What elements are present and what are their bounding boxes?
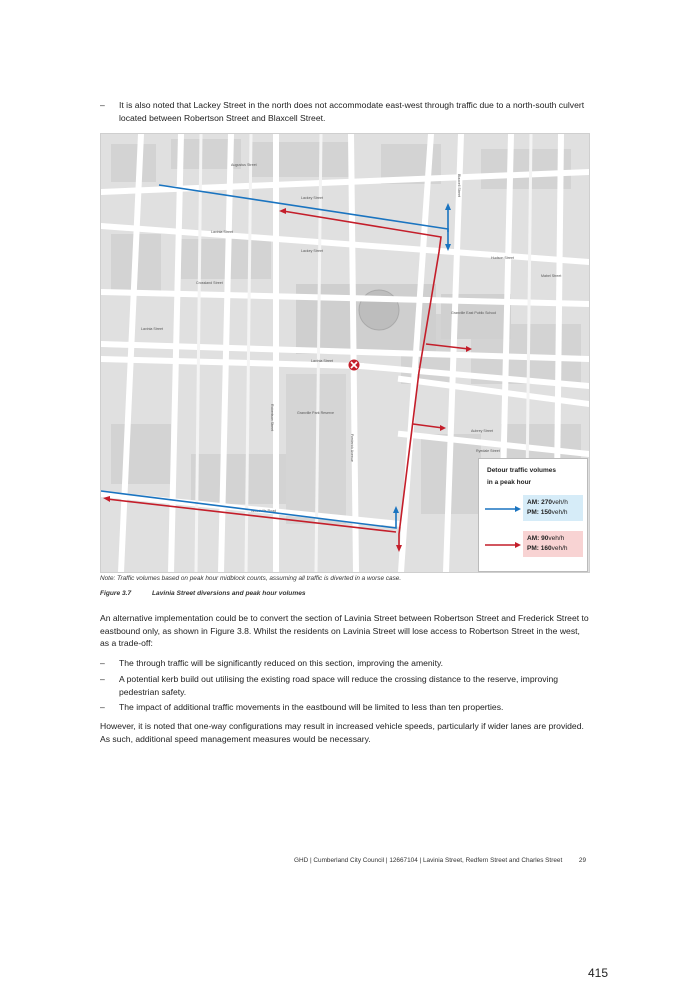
street-label: Mabel Street — [541, 274, 562, 278]
road-closure-icon — [349, 360, 360, 371]
footer-page: 29 — [578, 857, 586, 864]
street-label: Granville East Public School — [451, 311, 497, 315]
street-label: Lackey Street — [301, 196, 323, 200]
bullet-text: It is also noted that Lackey Street in the north does not accommodate east-west through traffic due to a north-south culvert located between Robertson Street and Blaxcell Street. — [119, 100, 585, 123]
legend-subtitle: in a peak hour — [487, 479, 532, 486]
street-label: Lavinia Street — [211, 230, 233, 234]
street-label: Aubrey Street — [471, 429, 493, 433]
street-label: Granville Park Reserve — [297, 411, 334, 415]
street-label: Blaxcell Street — [457, 174, 461, 197]
list-item: – A potential kerb build out utilising the existing road space will reduce the crossing distance to the reserve, improving pedestrian safety. — [100, 673, 590, 698]
list-item-text: The through traffic will be significantly reduced on this section, improving the amenity. — [119, 658, 444, 668]
map-legend — [478, 458, 588, 572]
body-paragraph: An alternative implementation could be to convert the section of Lavinia Street between Robertson Street and Frederick Street to eastbound only, as shown in Figure 3.8. Whilst the residents on Lavinia Street will lose access to Robertson Street in the west, as a trade-off: — [100, 613, 589, 648]
street-label: Lavinia Street — [311, 359, 333, 363]
list-item: – The through traffic will be significantly reduced on this section, improving the amenity. — [100, 657, 590, 670]
page-number: 415 — [587, 966, 608, 980]
street-label: Ryedale Street — [476, 449, 500, 453]
legend-title: Detour traffic volumes — [487, 467, 556, 474]
list-item-text: The impact of additional traffic movements in the eastbound will be limited to less than ten properties. — [119, 702, 504, 712]
street-label: Woodville Road — [251, 509, 277, 513]
street-label: Crossland Street — [196, 281, 223, 285]
page-footer — [0, 857, 586, 864]
figure-caption — [100, 590, 306, 597]
street-label: Hudson Street — [491, 256, 514, 260]
body-paragraph: However, it is noted that one-way configurations may result in increased vehicle speeds, particularly if wider lanes are provided. As such, additional speed management measures would be necessary. — [100, 721, 584, 744]
street-label: Lackey Street — [301, 249, 323, 253]
legend-arrows — [483, 469, 523, 569]
street-label: Lavinia Street — [141, 327, 163, 331]
figure-title: Lavinia Street diversions and peak hour volumes — [152, 590, 306, 597]
street-label: Robertson Street — [270, 404, 274, 432]
bullet-dash: – — [100, 100, 105, 110]
street-label: Frederick Avenue — [350, 434, 354, 462]
list-item-text: A potential kerb build out utilising the existing road space will reduce the crossing distance to the reserve, improving pedestrian safety. — [119, 674, 558, 697]
figure-number: Figure 3.7 — [100, 590, 132, 597]
legend-blue-box: AM: 270veh/h PM: 150veh/h — [523, 495, 583, 521]
legend-red-box: AM: 90veh/h PM: 160veh/h — [523, 531, 583, 557]
intro-bullet — [100, 99, 590, 124]
street-label: Augustus Street — [231, 163, 257, 167]
figure-note: Note: Traffic volumes based on peak hour midblock counts, assuming all traffic is diverted in a worse case. — [100, 575, 402, 582]
footer-text: GHD | Cumberland City Council | 12667104 | Lavinia Street, Redfern Street and Charles Street — [294, 857, 563, 864]
list-item: – The impact of additional traffic movements in the eastbound will be limited to less than ten properties. — [100, 701, 590, 714]
